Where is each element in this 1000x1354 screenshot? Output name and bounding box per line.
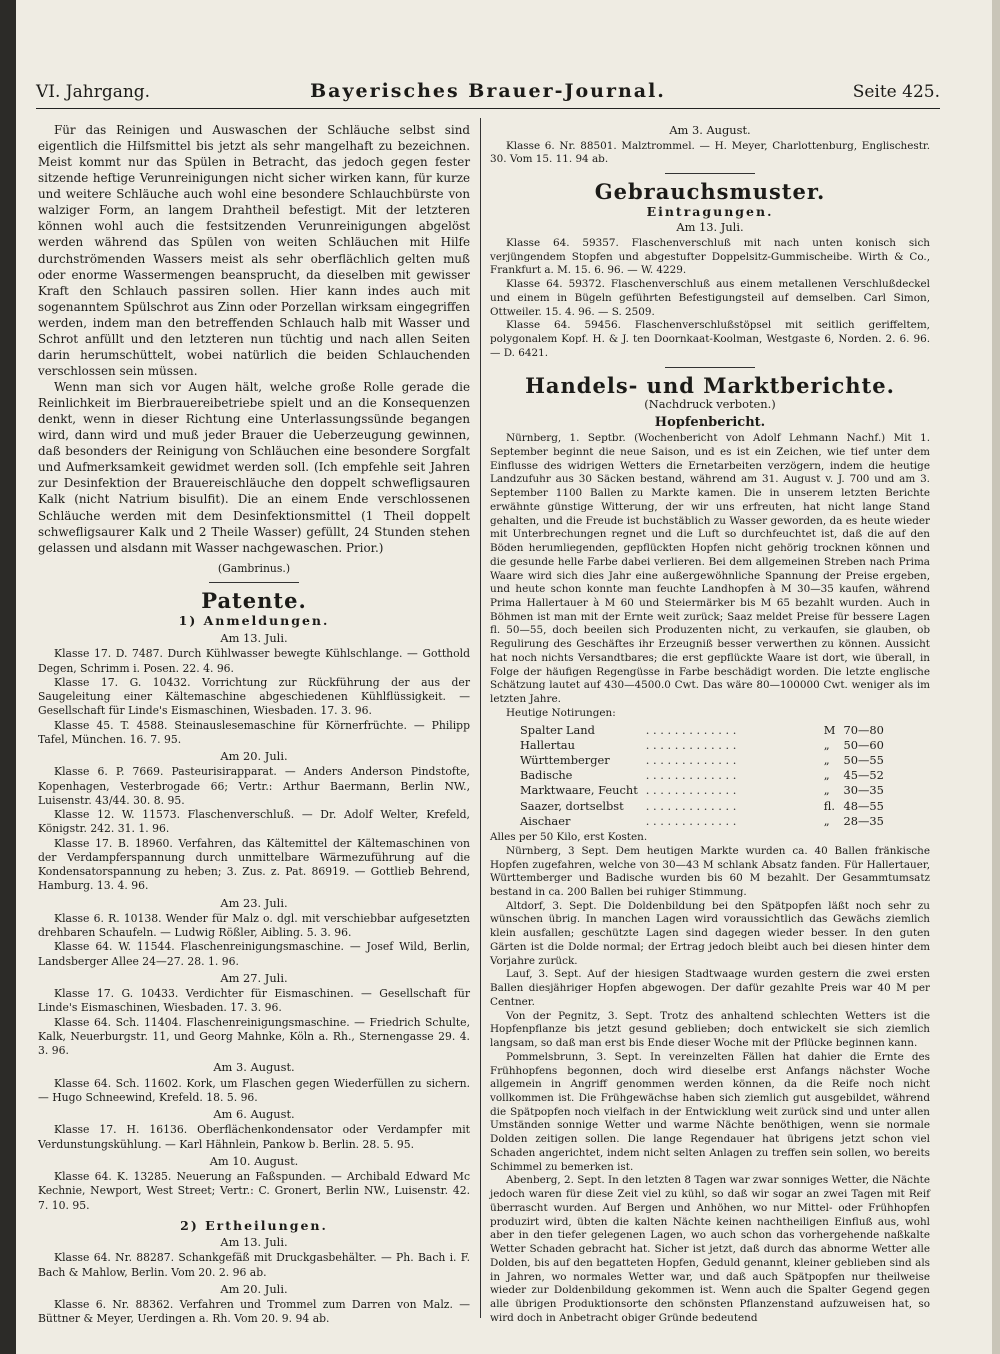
quote-row (516, 753, 888, 768)
patent-entry: Klasse 64. Sch. 11404. Flaschenreinigungsmaschine. — Friedrich Schulte, Kalk, Neuerburgstr. 11, und Georg Mahnke, Köln a. Rh., Sternengasse 29. 4. 3. 96. (38, 1015, 470, 1058)
market-report: Nürnberg, 3 Sept. Dem heutigen Markte wurden ca. 40 Ballen fränkische Hopfen zugefahren, welche von 30—43 M schlank Absatz fanden. Für Hallertauer, Württemberger und Badische wurden bis 60 M bezahlt. Der Gesammtumsatz bestand in ca. 200 Ballen bei ruhiger Stimmung. (490, 844, 930, 898)
quote-name: Marktwaare, Feucht (520, 783, 638, 798)
quote-range: 30—35 (843, 783, 884, 798)
right-column (490, 122, 930, 1325)
quote-unit: „ (823, 768, 830, 783)
journal-title: Bayerisches Brauer-Journal. (310, 80, 666, 102)
quote-unit: „ (823, 753, 830, 768)
quote-range: 45—52 (843, 768, 884, 783)
section-rule (665, 173, 755, 174)
quote-unit: „ (823, 737, 830, 752)
date-heading: Am 20. Juli. (220, 749, 288, 764)
date-heading: Am 27. Juli. (220, 970, 288, 985)
quote-name: Badische (520, 768, 573, 783)
quote-range: 28—35 (843, 813, 884, 828)
patent-entry: Klasse 17. B. 18960. Verfahren, das Kältemittel der Kältemaschinen von der Verdampferspannung durch unmittelbare Wärmezuführung auf die Kondensatorspannung zu heben; 3. Zus. z. Pat. 86919. — Gottlieb Behrend, Hamburg. 13. 4. 96. (38, 836, 470, 893)
patent-entry: Klasse 17. H. 16136. Oberflächenkondensator oder Verdampfer mit Verdunstungskühlung. — Karl Hähnlein, Pankow b. Berlin. 28. 5. 95. (38, 1123, 470, 1151)
quote-unit: fl. (823, 798, 836, 813)
date-heading: Am 13. Juli. (676, 220, 744, 235)
date-heading: Am 23. Juli. (220, 895, 288, 910)
section-title-patente: Patente. (201, 587, 307, 613)
subsection-anmeldungen: 1) Anmeldungen. (178, 613, 330, 628)
quote-name: Saazer, dortselbst (520, 798, 624, 813)
section-rule (665, 367, 755, 368)
date-heading: Am 13. Juli. (220, 1235, 288, 1250)
quote-name: Spalter Land (520, 722, 595, 737)
market-report: Altdorf, 3. Sept. Die Doldenbildung bei den Spätpopfen läßt noch sehr zu wünschen übrig. In manchen Lagen wird voraussichtlich das Gewächs ziemlich klein ausfallen; geschützte Lagen sind dagegen wieder besser. In den guten Gärten ist die Dolde normal; der Ertrag jedoch bleibt auch bei diesen hinter dem Vorjahre zurück. (490, 899, 930, 967)
date-heading: Am 6. August. (213, 1107, 295, 1122)
left-column (38, 122, 470, 1327)
quote-leader (642, 738, 820, 753)
grant-entry: Klasse 6. Nr. 88501. Malztrommel. — H. Meyer, Charlottenburg, Englischestr. 30. Vom 15. 11. 94 ab. (490, 139, 930, 166)
patent-entry: Klasse 64. Sch. 11602. Kork, um Flaschen gegen Wiederfüllen zu sichern. — Hugo Schneewind, Krefeld. 18. 5. 96. (38, 1076, 470, 1104)
patent-entry: Klasse 45. T. 4588. Steinauslesemaschine für Körnerfrüchte. — Philipp Tafel, München. 16. 7. 95. (38, 718, 470, 746)
scan-right-edge (992, 0, 1000, 1354)
quote-name: Aischaer (520, 813, 571, 828)
grant-entry: Klasse 64. Nr. 88287. Schankgefäß mit Druckgasbehälter. — Ph. Bach i. F. Bach & Mahlow, Berlin. Vom 20. 2. 96 ab. (38, 1251, 470, 1279)
page-number: Seite 425. (852, 82, 940, 102)
scan-binding-edge (0, 0, 16, 1354)
quote-name: Hallertau (520, 737, 575, 752)
quote-unit: „ (823, 813, 830, 828)
grant-entry: Klasse 6. Nr. 88362. Verfahren und Trommel zum Darren von Malz. — Büttner & Meyer, Uerdingen a. Rh. Vom 20. 9. 94 ab. (38, 1298, 470, 1326)
utility-model-entry: Klasse 64. 59456. Flaschenverschlußstöpsel mit seitlich geriffeltem, polygonalem Kopf. H. & J. ten Doornkaat-Koolman, Westgaste 6, Norden. 2. 6. 96. — D. 6421. (490, 319, 930, 359)
quote-leader (642, 814, 820, 829)
date-heading: Am 13. Juli. (220, 631, 288, 646)
patent-entry: Klasse 17. D. 7487. Durch Kühlwasser bewegte Kühlschlange. — Gotthold Degen, Schrimm i. Posen. 22. 4. 96. (38, 647, 470, 675)
market-report: Nürnberg, 1. Septbr. (Wochenbericht von Adolf Lehmann Nachf.) Mit 1. September beginnt die neue Saison, und es ist ein Zeichen, wie tief unter dem Einflusse des widrigen Wetters die Ernetarbeiten verzögern, indem die heutige Landzufuhr aus 30 Säcken bestand, während am 31. August v. J. 700 und am 3. September 1100 Ballen zu Markte kamen. Die in unserem letzten Berichte erwähnte günstige Witterung, der wir uns erfreuten, hat nicht lange Stand gehalten, und die Freude ist buchstäblich zu Wasser geworden, da es heute wieder mit Unterbrechungen regnet und die Luft so durchfeuchtet ist, daß die auf den Böden herumliegenden, gepflückten Hopfen nicht gehörig trocknen können und die gesunde helle Farbe dabei verlieren. Bei dem allgemeinen Streben nach Prima Waare wird sich dies Jahr eine außergewöhnliche Spannung der Preise ergeben, und heute schon konnte man feuchte Landhopfen à M 30—35 kaufen, während Prima Hallertauer à M 60 und Steiermärker bis M 65 bezahlt wurden. Auch in Böhmen ist man mit der Ernte weit zurück; Saaz meldet Preise für bessere Lagen fl. 50—55, doch beeilen sich Produzenten nicht, zu verkaufen, sie glauben, ob Regulirung des Geschäftes ihr Erzeugniß besser verwerthen zu können. Aussicht hat noch nichts Versandtbares; die erst gepflückte Waare ist dort, wie überall, in Folge der häufigen Regengüsse in Farbe beschädigt worden. Die letzte englische Schätzung lautet auf 430—4500.0 Cwt. Das wäre 80—100000 Cwt. weniger als im letzten Jahre. (490, 432, 930, 706)
subsection-eintragungen: Eintragungen. (646, 203, 774, 219)
quote-range: 70—80 (843, 722, 884, 737)
market-report: Abenberg, 2. Sept. In den letzten 8 Tagen war zwar sonniges Wetter, die Nächte jedoch waren für diese Zeit viel zu kühl, so daß wir sogar an zwei Tagen mit Reif überrascht wurden. Auf Bergen und Anhöhen, wo nur Mittel- oder Frühhopfen produzirt wird, übten die kalten Nächte keinen nachtheiligen Einfluß aus, wohl aber in den tiefer gelegenen Lagen, wo auch schon das vorhergehende naßkalte Wetter Schaden gebracht hat. Sicher ist jetzt, daß durch das abnorme Wetter alle Dolden, bis auf den begatteten Hopfen, Geduld genannt, kleiner geblieben sind als in Jahren, wo normales Wetter war, und daß auch Spätpopfen nur theilweise wieder zur Doldenbildung gekommen ist. Wenn auch die Spalter Gegend gegen alle übrigen Produktionsorte den schönsten Pflanzenstand aufzuweisen hat, so wird doch in Anbetracht obiger Gründe bedeutend (490, 1174, 930, 1324)
date-heading: Am 3. August. (669, 123, 751, 137)
date-heading: Am 3. August. (213, 1060, 295, 1075)
quote-unit: M (823, 722, 836, 737)
quote-range: 48—55 (843, 798, 884, 813)
quote-leader (642, 783, 820, 798)
quote-row (516, 814, 888, 829)
patent-entry: Klasse 6. P. 7669. Pasteurisirapparat. — Anders Anderson Pindstofte, Kopenhagen, Vesterbrogade 66; Vertr.: Arthur Baermann, Berlin NW., Luisenstr. 43/44. 30. 8. 95. (38, 765, 470, 807)
date-heading: Am 20. Juli. (220, 1281, 288, 1296)
patent-entry: Klasse 64. K. 13285. Neuerung an Faßspunden. — Archibald Edward Mc Kechnie, Newport, West Street; Vertr.: C. Gronert, Berlin NW., Luisenstr. 42. 7. 10. 95. (38, 1170, 470, 1212)
patent-entry: Klasse 6. R. 10138. Wender für Malz o. dgl. mit verschiebbar aufgesetzten drehbaren Schaufeln. — Ludwig Rößler, Aibling. 5. 3. 96. (38, 911, 470, 940)
section-title-gebrauchsmuster: Gebrauchsmuster. (594, 179, 826, 205)
quote-row (516, 768, 888, 783)
quote-row (516, 738, 888, 753)
quote-row (516, 799, 888, 814)
quote-leader (642, 723, 820, 738)
quote-leader (642, 768, 820, 783)
price-quotes-table (516, 723, 888, 829)
market-report: Von der Pegnitz, 3. Sept. Trotz des anhaltend schlechten Wetters ist die Hopfenpflanze bis jetzt gesund geblieben; doch entwickelt sie sich ziemlich langsam, so daß man erst bis Ende dieser Woche mit der Pflücke beginnen kann. (490, 1009, 930, 1050)
patent-entry: Klasse 17. G. 10433. Verdichter für Eismaschinen. — Gesellschaft für Linde's Eismaschinen, Wiesbaden. 17. 3. 96. (38, 987, 470, 1015)
patent-entry: Klasse 17. G. 10432. Vorrichtung zur Rückführung der aus der Saugeleitung einer Kältemaschine abgeschiedenen Kühlflüssigkeit. — Gesellschaft für Linde's Eismaschinen, Wiesbaden. 17. 3. 96. (38, 675, 470, 718)
article-paragraph: Wenn man sich vor Augen hält, welche große Rolle gerade die Reinlichkeit im Bierbrauereibetriebe spielt und an die Konsequenzen denkt, wenn in dieser Richtung eine Unterlassungssünde begangen wird, dann wird und muß jeder Brauer die Ueberzeugung gewinnen, daß besonders der Reinigung von Schläuchen eine besondere Sorgfalt und Aufmerksamkeit gewidmet werden soll. (Ich empfehle seit Jahren zur Desinfektion der Brauereischläuche den doppelt schwefligsauren Kalk (nicht Natrium bisulfit). Die an einem Ende verschlossenen Schläuche werden mit dem Desinfektionsmittel (1 Theil doppelt schwefligsaurer Kalk und 2 Theile Wasser) gefüllt, 24 Stunden stehen gelassen und alsdann mit Wasser nachgewaschen. Prior.) (38, 380, 470, 555)
quote-unit: „ (823, 783, 830, 798)
quote-row (516, 723, 888, 738)
market-report: Lauf, 3. Sept. Auf der hiesigen Stadtwaage wurden gestern die zwei ersten Ballen diesjähriger Hopfen abgewogen. Der dafür gezahlte Preis war 40 M per Centner. (490, 968, 930, 1008)
date-heading: Am 10. August. (209, 1153, 299, 1168)
quote-leader (642, 799, 820, 814)
article-intro: Für das Reinigen und Auswaschen der Schläuche selbst sind eigentlich die Hilfsmittel bis jetzt als sehr mangelhaft zu bezeichnen. Meist kommt nur das Spülen in Betracht, das jedoch gegen fester sitzende heftige Verunreinigungen nicht sicher wirken kann, für kurze und weitere Schläuche auch wohl eine besondere Schlauchbürste von walziger Form, an langem Drahtheil befestigt. Mit der letzteren können wohl auch die festsitzenden Verunreinigungen abgelöst werden während das Spülen von weiten Schläuchen mit Hilfe durchströmenden Wassers meist als sehr oberflächlich gelten muß oder enorme Wassermengen beansprucht, da dieselben mit gewisser Kraft den Schlauch passiren sollen. Hier kann indes auch mit sogenanntem Spülschrot aus Zinn oder Porzellan wirksam eingegriffen werden, indem man den betreffenden Schlauch halb mit Wasser und Schrot anfüllt und den letzteren nun tüchtig und nach allen Seiten darin herumschüttelt, wobei natürlich die beiden Schlauchenden verschlossen sein müssen. (38, 123, 470, 378)
quote-row (516, 783, 888, 798)
section-rule (209, 582, 299, 583)
subsection-hopfenbericht: Hopfenbericht. (654, 414, 766, 430)
reprint-notice: (Nachdruck verboten.) (644, 397, 776, 412)
patent-entry: Klasse 64. W. 11544. Flaschenreinigungsmaschine. — Josef Wild, Berlin, Landsberger Allee 24—27. 28. 1. 96. (38, 940, 470, 968)
patent-entry: Klasse 12. W. 11573. Flaschenverschluß. — Dr. Adolf Welter, Krefeld, Königstr. 242. 31. 1. 96. (38, 808, 470, 836)
utility-model-entry: Klasse 64. 59372. Flaschenverschluß aus einem metallenen Verschlußdeckel und einem in Bügeln geführten Befestigungsteil auf demselben. Carl Simon, Ottweiler. 15. 4. 96. — S. 2509. (490, 278, 930, 318)
quote-range: 50—60 (843, 737, 884, 752)
page-header (36, 80, 940, 109)
utility-model-entry: Klasse 64. 59357. Flaschenverschluß mit nach unten konisch sich verjüngendem Stopfen und abgestufter Doppelsitz-Gummischeibe. Wirth & Co., Frankfurt a. M. 15. 6. 96. — W. 4229. (490, 237, 930, 277)
quote-leader (642, 753, 820, 768)
subsection-ertheilungen: 2) Ertheilungen. (180, 1217, 328, 1233)
article-source: (Gambrinus.) (217, 561, 291, 575)
volume-label: VI. Jahrgang. (36, 82, 151, 102)
quote-name: Württemberger (520, 753, 610, 768)
quotes-label: Heutige Notirungen: (506, 706, 616, 719)
quote-range: 50—55 (843, 753, 884, 768)
quotes-note: Alles per 50 Kilo, erst Kosten. (490, 831, 648, 844)
market-report: Pommelsbrunn, 3. Sept. In vereinzelten Fällen hat dahier die Ernte des Frühhopfens begonnen, doch wird dieselbe erst Anfangs nächster Woche allgemein in Angriff genommen werden können, da die Reife noch nicht vollkommen ist. Die Frühgewächse haben sich ziemlich gut ausgebildet, während die Spätpopfen noch vielfach in der Entwicklung weit zurück sind und unter allen Umständen sonnige Wetter und warme Nächte benöthigen, wenn sie normale Dolden zeitigen sollen. Die lange Regendauer hat übrigens jetzt schon viel Schaden angerichtet, indem nicht selten Anlagen zu treffen sein sollen, wo bereits Schimmel zu bemerken ist. (490, 1050, 930, 1173)
section-title-marktberichte: Handels- und Marktberichte. (525, 372, 895, 398)
column-divider (480, 118, 481, 1318)
